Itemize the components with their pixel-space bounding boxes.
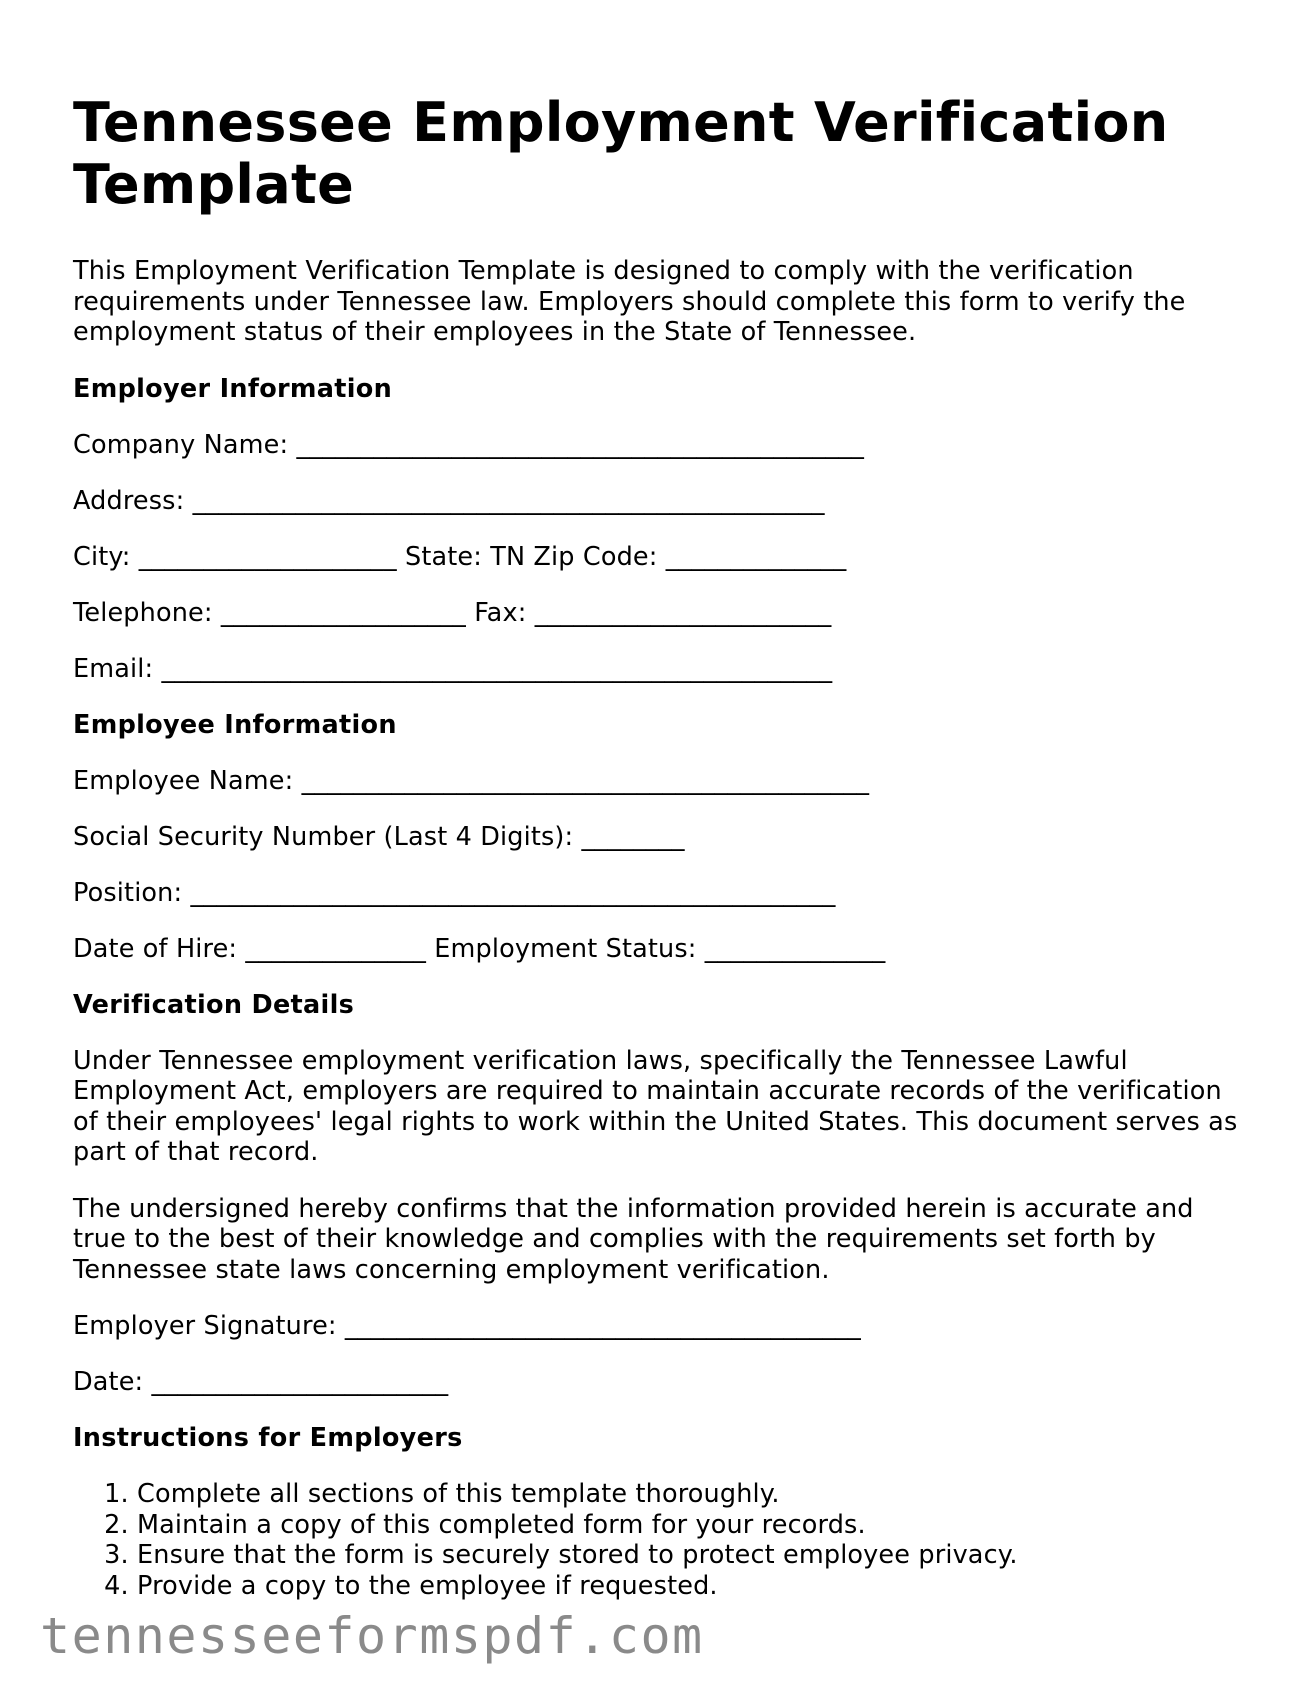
instructions-list <box>73 1479 1243 1601</box>
date-field: Date: _______________________ <box>73 1367 449 1397</box>
document-page <box>73 92 1243 1601</box>
employer-signature-field: Employer Signature: ________________________________________ <box>73 1311 861 1341</box>
employee-information-heading: Employee Information <box>73 709 397 740</box>
verification-details-heading: Verification Details <box>73 989 355 1020</box>
employee-name-field: Employee Name: ____________________________________________ <box>73 765 870 796</box>
telephone-fax-field: Telephone: ___________________ Fax: _______________________ <box>73 597 832 628</box>
watermark: tennesseeformspdf.com <box>40 1607 704 1665</box>
document-title: Tennessee Employment Verification Template <box>73 91 1169 216</box>
email-field: Email: ____________________________________________________ <box>73 653 833 684</box>
city-state-zip-field: City: ____________________ State: TN Zip Code: ______________ <box>73 541 847 572</box>
list-item: 2. Maintain a copy of this completed form for your records. <box>137 1510 1243 1541</box>
verification-paragraph-1: Under Tennessee employment verification laws, specifically the Tennessee Lawful Employment Act, employers are required to maintain accurate records of the verification of their employees' legal rights to work within the United States. This document serves as part of that record. <box>73 1045 1238 1167</box>
address-field: Address: _________________________________________________ <box>73 485 825 516</box>
list-item: 3. Ensure that the form is securely stored to protect employee privacy. <box>137 1540 1243 1571</box>
employer-information-heading: Employer Information <box>73 373 393 404</box>
ssn-field: Social Security Number (Last 4 Digits): ________ <box>73 821 685 852</box>
list-item: 4. Provide a copy to the employee if requested. <box>137 1571 1243 1602</box>
company-name-field: Company Name: ____________________________________________ <box>73 429 865 460</box>
intro-paragraph: This Employment Verification Template is designed to comply with the verification requirements under Tennessee law. Employers should complete this form to verify the employment status of their employees in the State of Tennessee. <box>73 256 1186 347</box>
position-field: Position: __________________________________________________ <box>73 877 836 908</box>
instructions-heading: Instructions for Employers <box>73 1423 463 1453</box>
verification-paragraph-2: The undersigned hereby confirms that the information provided herein is accurate and true to the best of their knowledge and complies with the requirements set forth by Tennessee state laws concerning employment verification. <box>73 1193 1194 1285</box>
hire-date-status-field: Date of Hire: ______________ Employment Status: ______________ <box>73 933 886 964</box>
list-item: 1. Complete all sections of this template thoroughly. <box>137 1479 1243 1510</box>
